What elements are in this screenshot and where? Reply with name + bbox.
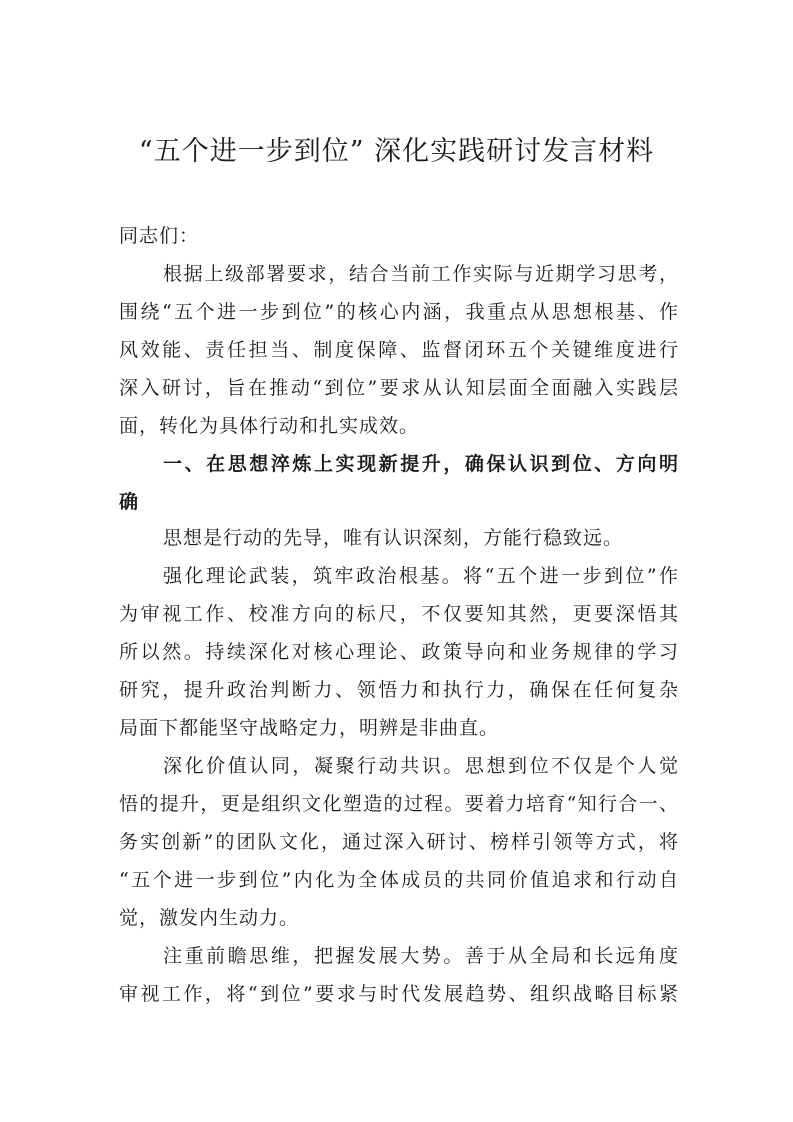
- intro-line: 面，转化为具体行动和扎实成效。: [119, 415, 420, 437]
- section-heading: 一、在思想淬炼上实现新提升，确保认识到位、方向明: [163, 453, 679, 475]
- section-heading: 确: [119, 491, 140, 513]
- intro-line: 根据上级部署要求，结合当前工作实际与近期学习思考，: [163, 263, 679, 285]
- intro-line: 风效能、责任担当、制度保障、监督闭环五个关键维度进行: [119, 339, 679, 361]
- paragraph-line: 为审视工作、校准方向的标尺，不仅要知其然，更要深悟其: [119, 603, 679, 625]
- paragraph-line: 悟的提升，更是组织文化塑造的过程。要着力培育“知行合一、: [119, 793, 679, 815]
- paragraph-line: 务实创新”的团队文化，通过深入研讨、榜样引领等方式，将: [119, 831, 679, 853]
- intro-line: 深入研讨，旨在推动“到位”要求从认知层面全面融入实践层: [119, 377, 679, 399]
- salutation: 同志们：: [119, 225, 200, 247]
- paragraph-line: 思想是行动的先导，唯有认识深刻，方能行稳致远。: [163, 527, 624, 549]
- paragraph-line: 审视工作，将“到位”要求与时代发展趋势、组织战略目标紧: [119, 983, 679, 1005]
- paragraph-line: 强化理论武装，筑牢政治根基。将“五个进一步到位”作: [163, 565, 679, 587]
- paragraph-line: 所以然。持续深化对核心理论、政策导向和业务规律的学习: [119, 641, 679, 663]
- page-title: “五个进一步到位” 深化实践研讨发言材料: [138, 136, 655, 167]
- paragraph-line: 研究，提升政治判断力、领悟力和执行力，确保在任何复杂: [119, 679, 679, 701]
- paragraph-line: 局面下都能坚守战略定力，明辨是非曲直。: [119, 717, 500, 739]
- paragraph-line: “五个进一步到位”内化为全体成员的共同价值追求和行动自: [119, 869, 679, 891]
- paragraph-line: 注重前瞻思维，把握发展大势。善于从全局和长远角度: [163, 945, 679, 967]
- paragraph-line: 觉，激发内生动力。: [119, 907, 300, 929]
- intro-line: 围绕“五个进一步到位”的核心内涵，我重点从思想根基、作: [119, 301, 679, 323]
- paragraph-line: 深化价值认同，凝聚行动共识。思想到位不仅是个人觉: [163, 755, 679, 777]
